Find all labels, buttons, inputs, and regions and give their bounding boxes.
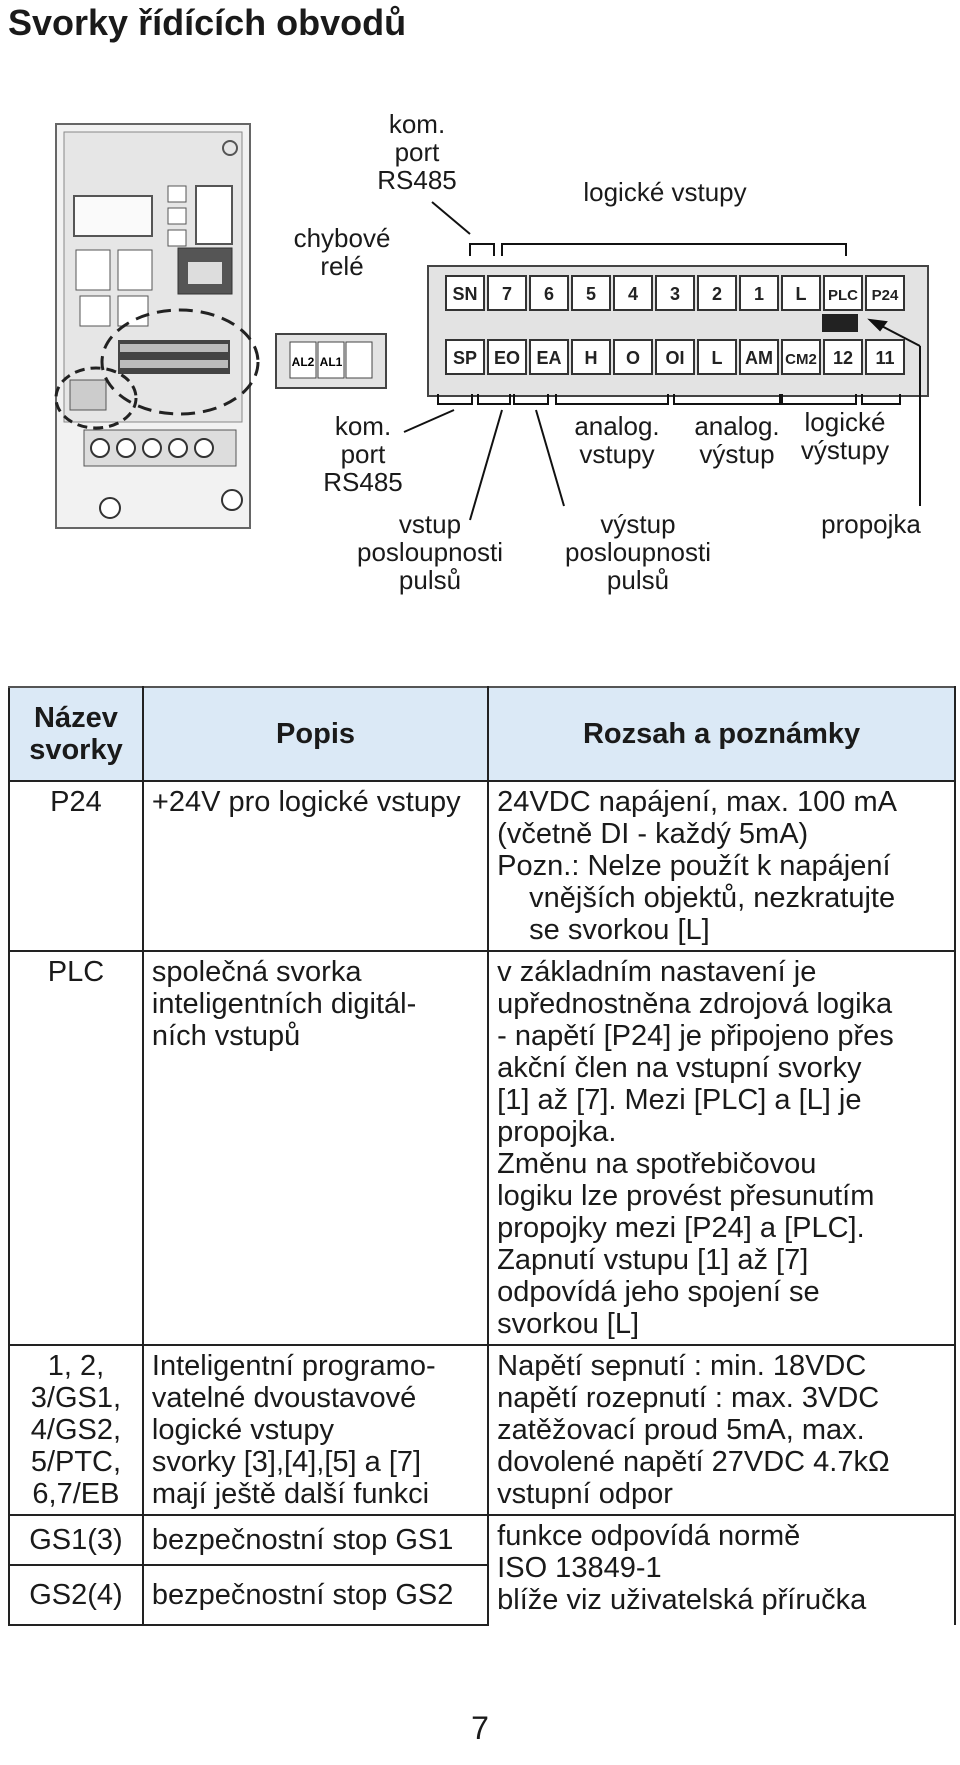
label-analog-output: analog. výstup <box>694 411 780 469</box>
terminal-notes: Napětí sepnutí : min. 18VDC napětí rozepnutí : max. 3VDC zatěžovací proud 5mA, max. dovolené napětí 27VDC 4.7kΩ vstupní odpor <box>488 1345 955 1515</box>
terminal-table <box>8 686 956 1626</box>
relay-terminal-label: AL1 <box>319 355 343 369</box>
terminal-name: GS2(4) <box>9 1565 143 1625</box>
header-description: Popis <box>143 687 488 781</box>
relay-terminal-label: AL2 <box>291 355 315 369</box>
terminal-description: bezpečnostní stop GS2 <box>143 1565 488 1625</box>
label-pulse-output: výstup posloupnosti pulsů <box>565 509 711 595</box>
top-terminal-label: 3 <box>669 284 681 304</box>
label-jumper: propojka <box>821 509 921 539</box>
terminal-description: bezpečnostní stop GS1 <box>143 1515 488 1565</box>
bottom-terminal-label: EO <box>493 348 521 368</box>
terminal-name: PLC <box>9 951 143 1345</box>
terminal-notes: v základním nastavení je upřednostněna zdrojová logika - napětí [P24] je připojeno přes akční člen na vstupní svorky [1] až [7]. Mezi [PLC] a [L] je propojka. Změnu na spotřebičovou logiku lze provést přesunutím propojky mezi [P24] a [PLC]. Zapnutí vstupu [1] až [7] odpovídá jeho spojení se svorkou [L] <box>488 951 955 1345</box>
top-terminal-label: 6 <box>543 284 555 304</box>
table-row <box>9 1345 955 1515</box>
label-analog-inputs: analog. vstupy <box>574 411 660 469</box>
label-comm-port-bottom: kom. port RS485 <box>323 411 403 497</box>
bottom-terminal-label: EA <box>536 348 562 368</box>
top-terminal-label: PLC <box>828 287 858 304</box>
notes-text-indented: vnějších objektů, nezkratujte se svorkou [L] <box>529 882 896 946</box>
table-row <box>9 781 955 951</box>
table-row <box>9 1515 955 1565</box>
table-header-row <box>9 687 955 781</box>
jumper <box>822 314 858 332</box>
bottom-terminal-label: L <box>711 348 723 368</box>
terminal-name: P24 <box>9 781 143 951</box>
top-terminal-label: P24 <box>871 287 899 304</box>
top-terminal-label: 4 <box>627 284 639 304</box>
relay-terminal-block <box>276 334 386 388</box>
label-comm-port-top: kom. port RS485 <box>377 109 457 195</box>
bottom-terminal-label: AM <box>745 348 773 368</box>
bottom-terminal-label: SP <box>452 348 478 368</box>
top-terminal-label: 2 <box>711 284 723 304</box>
inverter-photo <box>56 124 258 528</box>
table-row <box>9 951 955 1345</box>
terminal-name: 1, 2, 3/GS1, 4/GS2, 5/PTC, 6,7/EB <box>9 1345 143 1515</box>
top-terminal-label: L <box>795 284 807 304</box>
notes-text: 24VDC napájení, max. 100 mA (včetně DI - každý 5mA) Pozn.: Nelze použít k napájení <box>497 786 897 882</box>
bottom-terminal-label: H <box>584 348 598 368</box>
terminal-diagram <box>0 0 960 640</box>
label-logic-inputs: logické vstupy <box>583 177 747 207</box>
terminal-description: Inteligentní programo- vatelné dvoustavové logické vstupy svorky [3],[4],[5] a [7] mají ještě další funkci <box>143 1345 488 1515</box>
header-terminal-name: Název svorky <box>9 687 143 781</box>
label-error-relay: chybové relé <box>293 223 391 281</box>
header-range-notes: Rozsah a poznámky <box>488 687 955 781</box>
terminal-description: společná svorka inteligentních digitál- ních vstupů <box>143 951 488 1345</box>
bottom-terminal-label: 12 <box>832 348 854 368</box>
bottom-terminal-label: O <box>625 348 641 368</box>
terminal-name: GS1(3) <box>9 1515 143 1565</box>
top-terminal-row <box>446 276 904 310</box>
label-logic-outputs: logické výstupy <box>800 407 890 465</box>
top-terminal-label: 1 <box>753 284 765 304</box>
label-pulse-input: vstup posloupnosti pulsů <box>357 509 503 595</box>
bottom-terminal-label: 11 <box>875 348 895 368</box>
top-terminal-label: SN <box>452 284 478 304</box>
terminal-notes <box>488 781 955 951</box>
terminal-notes: funkce odpovídá normě ISO 13849-1 blíže viz uživatelská příručka <box>488 1515 955 1625</box>
top-terminal-label: 7 <box>501 284 513 304</box>
page-number: 7 <box>471 1710 489 1746</box>
terminal-description: +24V pro logické vstupy <box>143 781 488 951</box>
page-title: Svorky řídících obvodů <box>8 2 407 43</box>
bottom-terminal-label: CM2 <box>785 351 817 368</box>
top-terminal-label: 5 <box>585 284 597 304</box>
bottom-terminal-row <box>446 340 904 374</box>
bottom-terminal-label: OI <box>665 348 685 368</box>
